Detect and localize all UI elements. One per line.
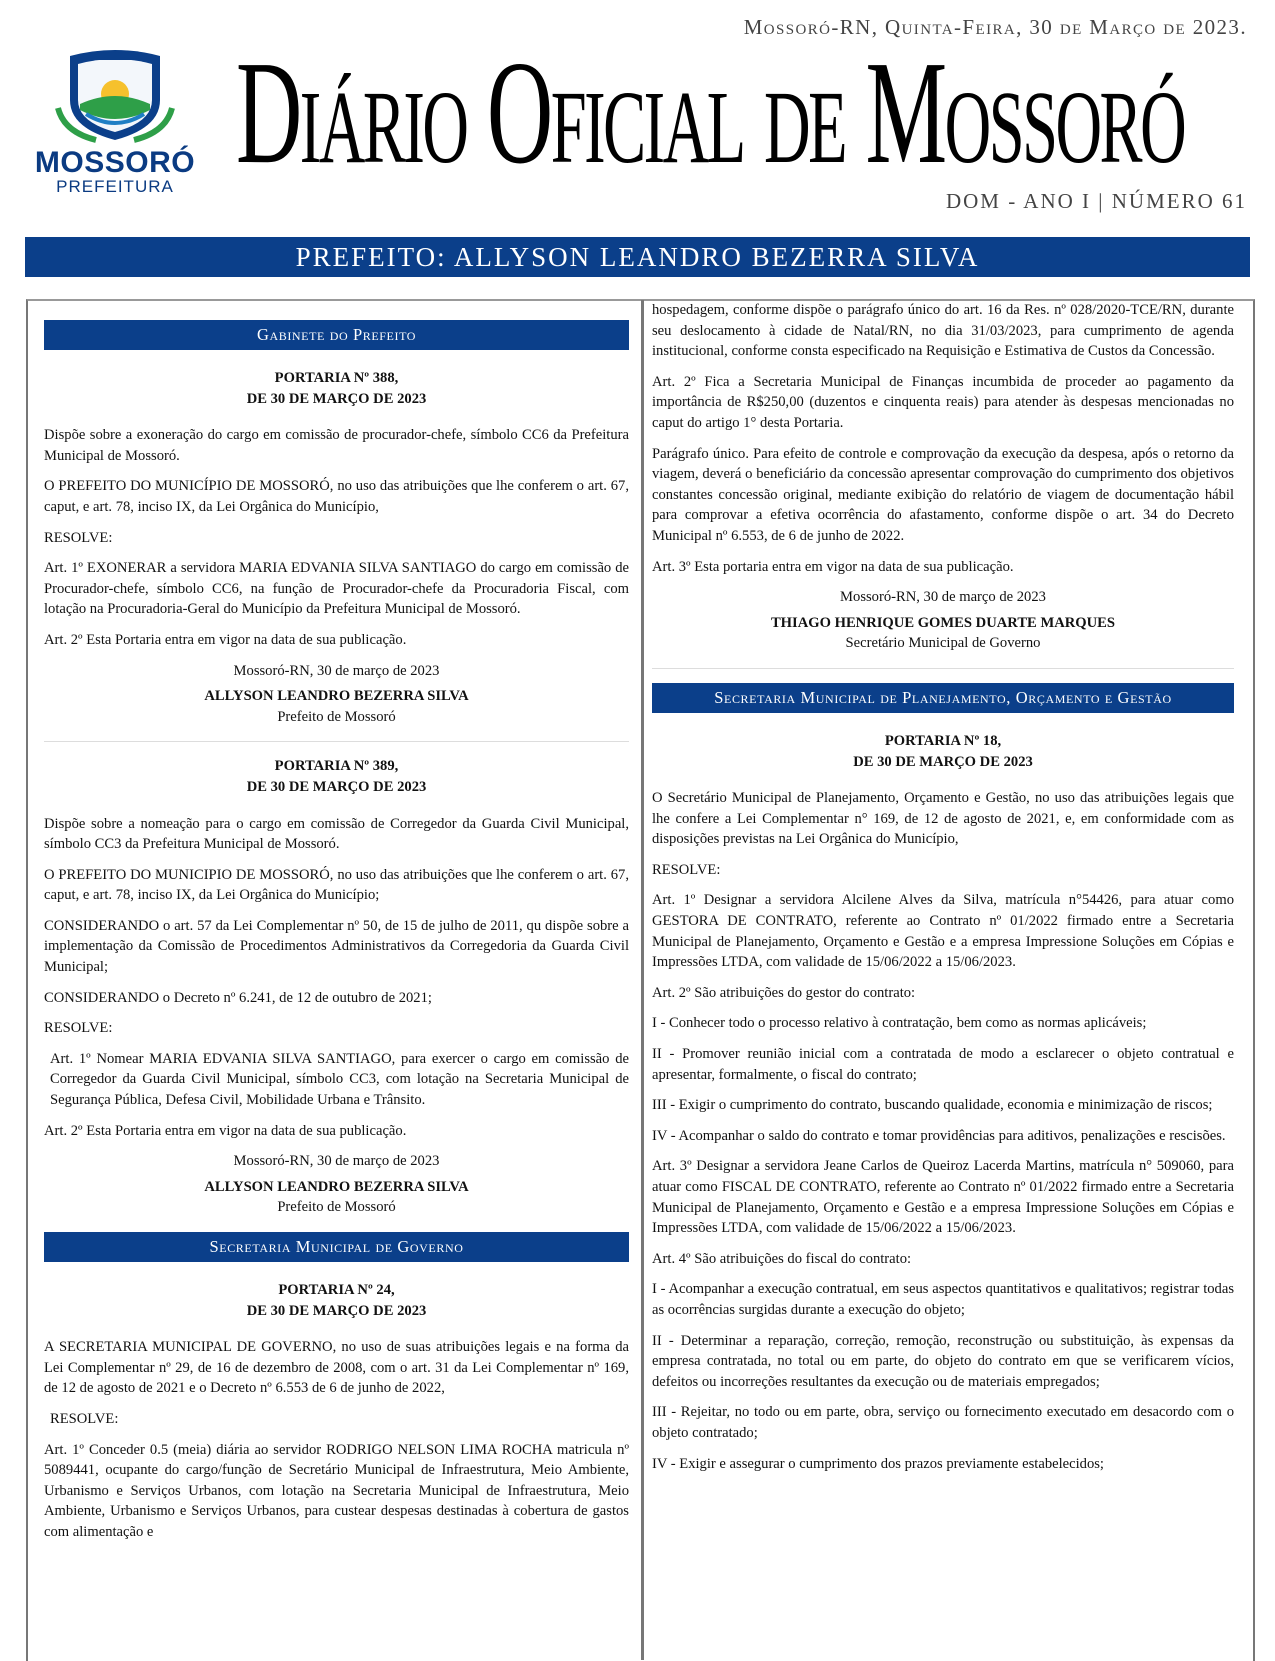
doc-paragraph: Parágrafo único. Para efeito de controle e comprovação da execução da despesa, após o retorno da viagem, deverá o beneficiário da concessão apresentar comprovação do cumprimento dos objetivos constantes concessão original, mediante exibição do relatório de viagem de documentação hábil para comprovar a efetiva ocorrência do afastamento, conforme dispõe o art. 34 do Decreto Municipal nº 6.553, de 6 de junho de 2022. — [652, 445, 1234, 544]
masthead-title: Diário Oficial de Mossoró — [236, 31, 1185, 195]
doc-paragraph: III - Rejeitar, no todo ou em parte, obra, serviço ou fornecimento executado em desacordo com o objeto contratado; — [652, 1404, 1234, 1441]
doc-paragraph: Art. 1º Nomear MARIA EDVANIA SILVA SANTIAGO, para exercer o cargo em comissão de Corregedor da Guarda Civil Municipal, símbolo CC3, com lotação na Secretaria Municipal de Segurança Pública, Defesa Civil, Mobilidade Urbana e Trânsito. — [50, 1050, 629, 1109]
doc-paragraph: Art. 2º Esta Portaria entra em vigor na data de sua publicação. — [44, 1122, 407, 1139]
doc-paragraph: Art. 2º São atribuições do gestor do contrato: — [652, 984, 916, 1001]
portaria-389 — [44, 756, 629, 1218]
doc-paragraph: I - Conhecer todo o processo relativo à contratação, bem como as normas aplicáveis; — [652, 1015, 1147, 1032]
doc-summary: Dispõe sobre a nomeação para o cargo em comissão de Corregedor da Guarda Civil Municipal, símbolo CC3 da Prefeitura Municipal de Mossoró. — [44, 815, 629, 853]
doc-paragraph: RESOLVE: — [50, 1410, 119, 1427]
edition-number: DOM - ANO I | NÚMERO 61 — [945, 189, 1247, 213]
doc-title: PORTARIA Nº 388, DE 30 DE MARÇO DE 2023 — [246, 370, 427, 407]
doc-paragraph: III - Exigir o cumprimento do contrato, buscando qualidade, economia e minimização de riscos; — [652, 1097, 1213, 1114]
doc-paragraph: Art. 2º Fica a Secretaria Municipal de Finanças incumbida de proceder ao pagamento da importância de R$250,00 (duzentos e cinquenta reais) para atender às despesas mencionadas no caput do artigo 1° desta Portaria. — [652, 373, 1234, 431]
doc-paragraph: Art. 1º Conceder 0.5 (meia) diária ao servidor RODRIGO NELSON LIMA ROCHA matricula nº 5089441, ocupante do cargo/função de Secretário Municipal de Infraestrutura, Meio Ambiente, Urbanismo e Serviços Urbanos, com lotação na Secretaria Municipal de Infraestrutura, Meio Ambiente, Urbanismo e Serviços Urbanos, para custear despesas destinadas à cobertura de gastos com alimentação e — [44, 1441, 629, 1540]
doc-paragraph: O PREFEITO DO MUNICÍPIO DE MOSSORÓ, no uso das atribuições que lhe conferem o art. 67, caput, e art. 78, inciso IX, da Lei Orgânica do Município, — [44, 478, 629, 515]
document-separator — [652, 668, 1234, 669]
coat-of-arms-icon — [56, 48, 174, 144]
doc-paragraph: IV - Acompanhar o saldo do contrato e tomar providências para aditivos, penalizações e rescisões. — [652, 1127, 1226, 1144]
logo-city-name: MOSSORÓ — [34, 146, 196, 179]
doc-paragraph: CONSIDERANDO o art. 57 da Lei Complementar nº 50, de 15 de julho de 2011, qu dispõe sobre a implementação da Comissão de Procedimentos Administrativos da Corregedoria da Guarda Civil Municipal; — [44, 917, 629, 976]
signer-role: Prefeito de Mossoró — [277, 708, 396, 725]
column-divider — [641, 300, 644, 1660]
portaria-388 — [44, 368, 629, 727]
signature-date: Mossoró-RN, 30 de março de 2023 — [233, 1153, 440, 1170]
signer-name: ALLYSON LEANDRO BEZERRA SILVA — [204, 688, 469, 705]
signature-date: Mossoró-RN, 30 de março de 2023 — [233, 662, 440, 679]
doc-paragraph: Art. 3º Designar a servidora Jeane Carlos de Queiroz Lacerda Martins, matrícula n° 509060, para atuar como FISCAL DE CONTRATO, referente ao Contrato nº 01/2022 firmado entre a Secretaria Municipal de Planejamento, Orçamento e Gestão e a empresa Impressione Soluções em Cópias e Impressões LTDA, com validade de 15/06/2022 a 15/06/2023. — [652, 1158, 1234, 1237]
doc-paragraph: Art. 2º Esta Portaria entra em vigor na data de sua publicação. — [44, 631, 407, 648]
doc-paragraph: O PREFEITO DO MUNICIPIO DE MOSSORÓ, no uso das atribuições que lhe conferem o art. 67, caput, e art. 78, inciso IX, da Lei Orgânica do Município; — [44, 866, 629, 904]
logo-subtitle: PREFEITURA — [56, 177, 174, 196]
doc-summary: Dispõe sobre a exoneração do cargo em comissão de procurador-chefe, símbolo CC6 da Prefeitura Municipal de Mossoró. — [44, 427, 629, 464]
doc-paragraph: Art. 4º São atribuições do fiscal do contrato: — [652, 1250, 912, 1267]
right-column — [652, 300, 1234, 1484]
mayor-banner: PREFEITO: ALLYSON LEANDRO BEZERRA SILVA — [25, 237, 1250, 277]
doc-paragraph: RESOLVE: — [652, 861, 721, 878]
doc-paragraph: II - Promover reunião inicial com a contratada de modo a esclarecer o objeto contratual e apresentar, formalmente, o fiscal do contrato; — [652, 1046, 1234, 1083]
doc-title: PORTARIA Nº 18, DE 30 DE MARÇO DE 2023 — [853, 732, 1033, 770]
doc-paragraph: hospedagem, conforme dispõe o parágrafo único do art. 16 da Res. nº 028/2020-TCE/RN, durante seu deslocamento à cidade de Natal/RN, no dia 31/03/2023, para cumprimento de agenda institucional, conforme consta especificado na Requisição e Estimativa de Custos da Concessão. — [652, 302, 1234, 360]
doc-title: PORTARIA Nº 24, DE 30 DE MARÇO DE 2023 — [246, 1282, 427, 1319]
section-header-governo: Secretaria Municipal de Governo — [44, 1232, 629, 1262]
left-column — [44, 300, 629, 1553]
signer-name: ALLYSON LEANDRO BEZERRA SILVA — [204, 1178, 469, 1195]
doc-paragraph: IV - Exigir e assegurar o cumprimento dos prazos previamente estabelecidos; — [652, 1455, 1104, 1472]
signer-role: Prefeito de Mossoró — [277, 1199, 396, 1216]
city-logo — [26, 48, 204, 206]
signer-name: THIAGO HENRIQUE GOMES DUARTE MARQUES — [770, 614, 1116, 631]
doc-paragraph: O Secretário Municipal de Planejamento, Orçamento e Gestão, no uso das atribuições legais que lhe confere a Lei Complementar n° 169, de 12 de agosto de 2021, e, em conformidade com as disposições previstas na Lei Orgânica do Município, — [652, 790, 1234, 848]
doc-paragraph: RESOLVE: — [44, 529, 113, 546]
doc-paragraph: RESOLVE: — [44, 1020, 113, 1037]
doc-title: PORTARIA Nº 389, DE 30 DE MARÇO DE 2023 — [246, 758, 427, 795]
doc-paragraph: Art. 1º Designar a servidora Alcilene Alves da Silva, matrícula n°54426, para atuar como GESTORA DE CONTRATO, referente ao Contrato nº 01/2022 firmado entre a Secretaria Municipal de Planejamento, Orçamento e Gestão e a empresa Impressione Soluções em Cópias e Impressões LTDA, com validade de 15/06/2022 a 15/06/2023. — [652, 892, 1234, 971]
doc-paragraph: Art. 3º Esta portaria entra em vigor na data de sua publicação. — [652, 558, 1014, 575]
doc-paragraph: A SECRETARIA MUNICIPAL DE GOVERNO, no uso de suas atribuições legais e na forma da Lei Complementar nº 29, de 16 de dezembro de 2008, com o art. 31 da Lei Complementar nº 169, de 12 de agosto de 2021 e o Decreto nº 6.553 de 6 de junho de 2022, — [44, 1339, 629, 1397]
portaria-24-continued — [652, 300, 1234, 654]
section-header-gabinete: Gabinete do Prefeito — [44, 320, 629, 350]
doc-paragraph: II - Determinar a reparação, correção, remoção, reconstrução ou substituição, às expensas da empresa contratada, no total ou em parte, do objeto do contrato em que se verificarem vícios, defeitos ou incorreções resultantes da execução ou de materiais empregados; — [652, 1332, 1234, 1390]
doc-paragraph: I - Acompanhar a execução contratual, em seus aspectos quantitativos e qualitativos; registrar todas as ocorrências surgidas durante a execução do objeto; — [652, 1281, 1234, 1318]
section-header-planejamento: Secretaria Municipal de Planejamento, Orçamento e Gestão — [652, 683, 1234, 713]
document-separator — [44, 741, 629, 742]
edition-date: Mossoró-RN, Quinta-Feira, 30 de Março de 2023. — [743, 15, 1247, 39]
signature-date: Mossoró-RN, 30 de março de 2023 — [840, 589, 1046, 606]
portaria-18 — [652, 731, 1234, 1474]
signer-role: Secretário Municipal de Governo — [845, 635, 1041, 652]
portaria-24 — [44, 1280, 629, 1543]
doc-paragraph: CONSIDERANDO o Decreto nº 6.241, de 12 de outubro de 2021; — [44, 989, 432, 1006]
doc-paragraph: Art. 1º EXONERAR a servidora MARIA EDVANIA SILVA SANTIAGO do cargo em comissão de Procurador-chefe, símbolo CC6, na função de Procurador-chefe da Procuradoria Fiscal, com lotação na Procuradoria-Geral do Município da Prefeitura Municipal de Mossoró. — [44, 560, 629, 618]
